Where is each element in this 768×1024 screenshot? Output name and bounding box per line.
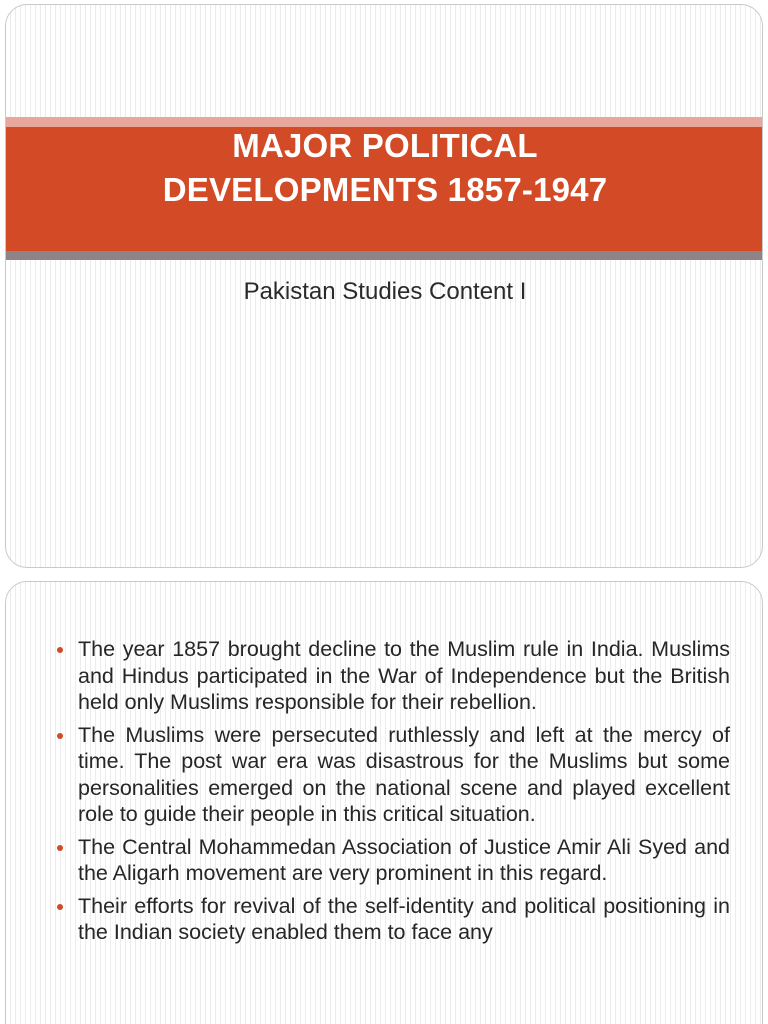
bullet-list <box>50 636 730 952</box>
bullet-item <box>50 636 730 716</box>
slide-title-line-1: MAJOR POLITICAL <box>232 127 538 164</box>
bullet-dot-icon <box>57 647 63 653</box>
slide-subtitle: Pakistan Studies Content I <box>243 278 527 305</box>
slide-title-line-2: DEVELOPMENTS 1857-1947 <box>162 171 608 208</box>
content-slide <box>5 581 763 1024</box>
bullet-text: Their efforts for revival of the self-identity and political positioning in the Indian society enabled them to face any <box>78 893 730 944</box>
bullet-text: The year 1857 brought decline to the Muslim rule in India. Muslims and Hindus participated in the War of Independence but the British held only Muslims responsible for their rebellion. <box>78 637 730 714</box>
bullet-item <box>50 834 730 887</box>
bullet-dot-icon <box>57 845 63 851</box>
slide-title <box>5 124 763 212</box>
bullet-dot-icon <box>57 733 63 739</box>
bullet-item <box>50 722 730 828</box>
bullet-item <box>50 893 730 946</box>
title-slide <box>5 4 763 568</box>
title-band-bottom-stripe <box>6 251 762 260</box>
bullet-text: The Central Mohammedan Association of Justice Amir Ali Syed and the Aligarh movement are very prominent in this regard. <box>78 834 730 885</box>
bullet-dot-icon <box>57 904 63 910</box>
bullet-text: The Muslims were persecuted ruthlessly and left at the mercy of time. The post war era was disastrous for the Muslims but some personalities emerged on the national scene and played excellent role to guide their people in this critical situation. <box>78 722 730 826</box>
